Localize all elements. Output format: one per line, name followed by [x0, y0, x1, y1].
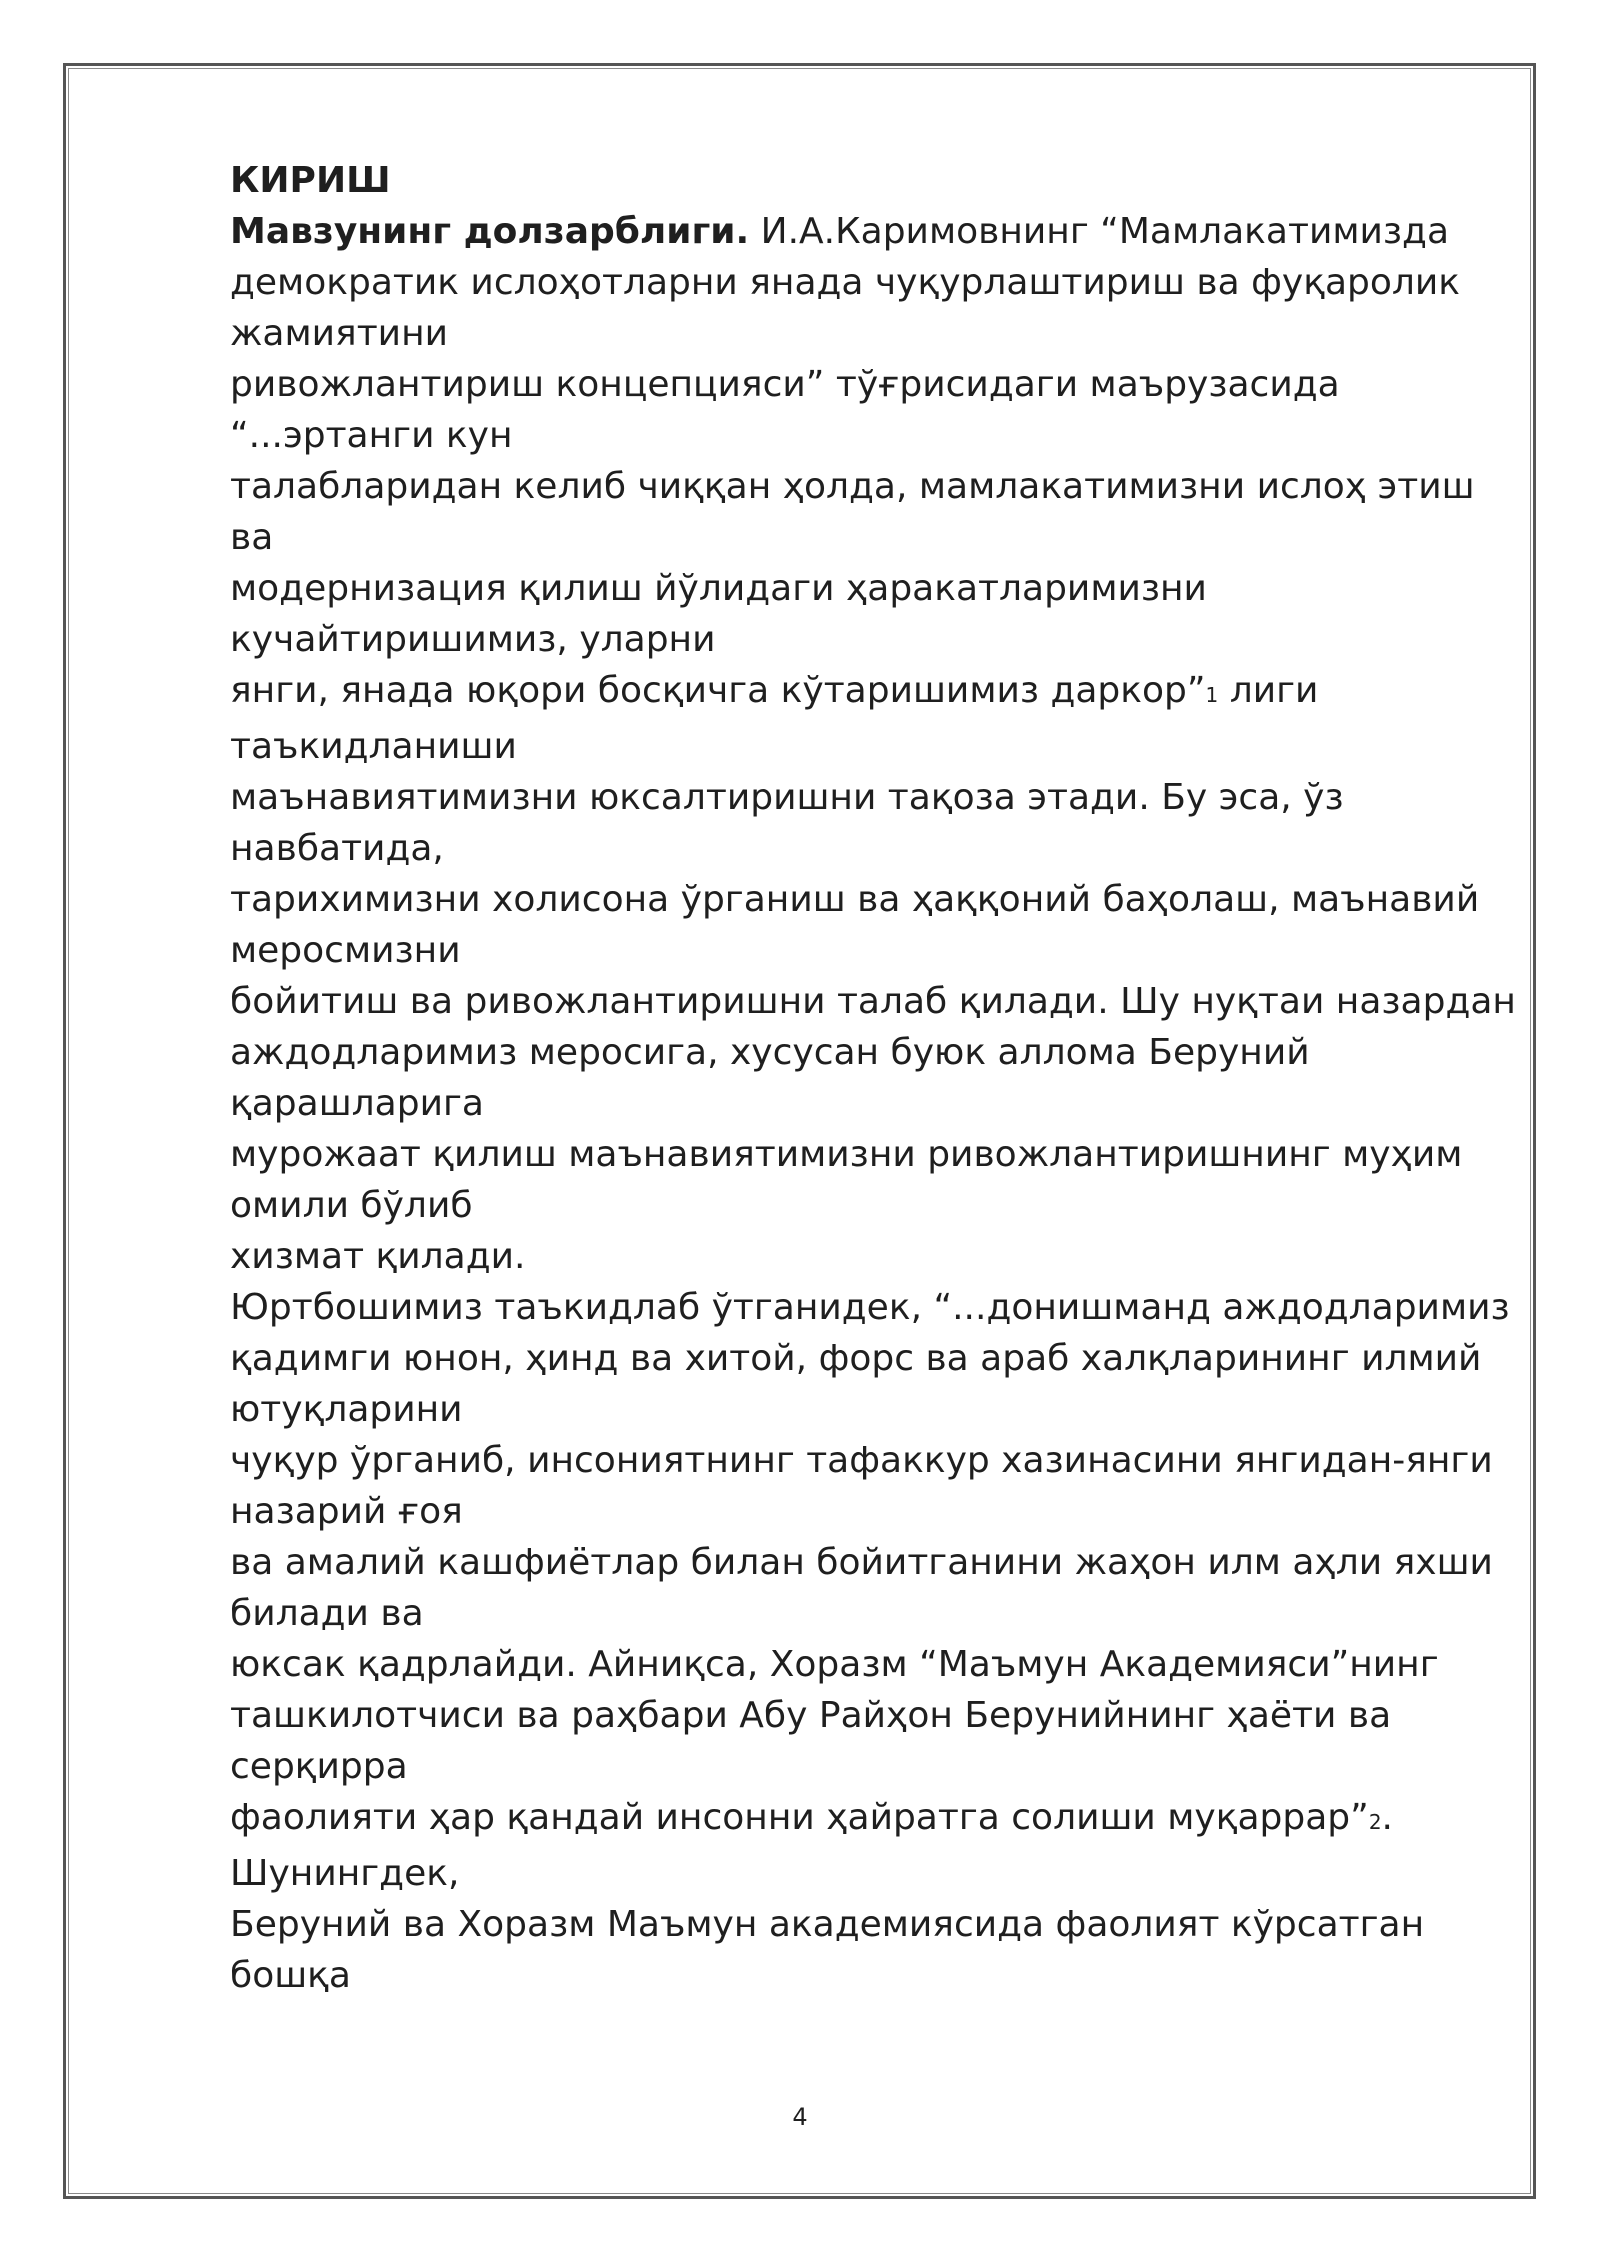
paragraph-line: ютуқларини — [230, 1389, 463, 1430]
paragraph-line: аждодларимиз меросига, хусусан буюк аллома Беруний — [230, 1032, 1310, 1073]
paragraph-line: кучайтиришимиз, уларни — [230, 619, 716, 660]
paragraph-line: бошқа — [230, 1955, 351, 1996]
paragraph-line: жамиятини — [230, 313, 449, 354]
paragraph-line: Беруний ва Хоразм Маъмун академиясида фаолият кўрсатган — [230, 1904, 1425, 1945]
paragraph-line: ва амалий кашфиётлар билан бойитганини жаҳон илм аҳли яхши — [230, 1542, 1493, 1583]
footnote-ref: 1 — [1205, 683, 1219, 707]
page-number: 4 — [792, 2103, 808, 2131]
footnote-ref: 2 — [1368, 1810, 1382, 1834]
paragraph-line: Шунингдек, — [230, 1853, 460, 1894]
paragraph-line: таъкидланиши — [230, 726, 517, 767]
paragraph-line: бойитиш ва ривожлантиришни талаб қилади. Шу нуқтаи назардан — [230, 981, 1516, 1022]
paragraph-line: маънавиятимизни юксалтиришни тақоза этади. Бу эса, ўз — [230, 777, 1344, 818]
paragraph-line: ривожлантириш концепцияси” тўғрисидаги маърузасида — [230, 364, 1340, 405]
section-heading: КИРИШ — [230, 160, 391, 201]
document-body — [230, 155, 1516, 2001]
topic-label: Мавзунинг долзарблиги. — [230, 211, 750, 252]
paragraph-line: юксак қадрлайди. Айниқса, Хоразм “Маъмун Академияси”нинг — [230, 1644, 1439, 1685]
paragraph-line: серқирра — [230, 1746, 408, 1787]
paragraph-line: қадимги юнон, ҳинд ва хитой, форс ва араб халқларининг илмий — [230, 1338, 1482, 1379]
paragraph-line: мурожаат қилиш маънавиятимизни ривожлантиришнинг муҳим — [230, 1134, 1463, 1175]
paragraph-line: ва — [230, 517, 274, 558]
paragraph-line: “...эртанги кун — [230, 415, 513, 456]
paragraph-line: навбатида, — [230, 828, 444, 869]
paragraph-line: назарий ғоя — [230, 1491, 463, 1532]
paragraph-line: талабларидан келиб чиққан ҳолда, мамлакатимизни ислоҳ этиш — [230, 466, 1475, 507]
paragraph-line: қарашларига — [230, 1083, 484, 1124]
paragraph-line: Юртбошимиз таъкидлаб ўтганидек, “...донишманд аждодларимиз — [230, 1287, 1510, 1328]
paragraph-line: Мавзунинг долзарблиги. И.А.Каримовнинг “Мамлакатимизда — [230, 211, 1449, 252]
paragraph-line: фаолияти ҳар қандай инсонни ҳайратга солиши муқаррар”2. — [230, 1797, 1393, 1838]
paragraph-line: омили бўлиб — [230, 1185, 473, 1226]
paragraph-line: ташкилотчиси ва раҳбари Абу Райҳон Берунийнинг ҳаёти ва — [230, 1695, 1392, 1736]
paragraph-line: демократик ислоҳотларни янада чуқурлаштириш ва фуқаролик — [230, 262, 1461, 303]
paragraph-line: меросмизни — [230, 930, 461, 971]
paragraph-line: янги, янада юқори босқичга кўтаришимиз даркор”1 лиги — [230, 670, 1319, 711]
paragraph-line: тарихимизни холисона ўрганиш ва ҳаққоний баҳолаш, маънавий — [230, 879, 1480, 920]
paragraph-line: чуқур ўрганиб, инсониятнинг тафаккур хазинасини янгидан-янги — [230, 1440, 1493, 1481]
paragraph-line: модернизация қилиш йўлидаги ҳаракатларимизни — [230, 568, 1207, 609]
paragraph-line: билади ва — [230, 1593, 424, 1634]
paragraph-line: хизмат қилади. — [230, 1236, 526, 1277]
